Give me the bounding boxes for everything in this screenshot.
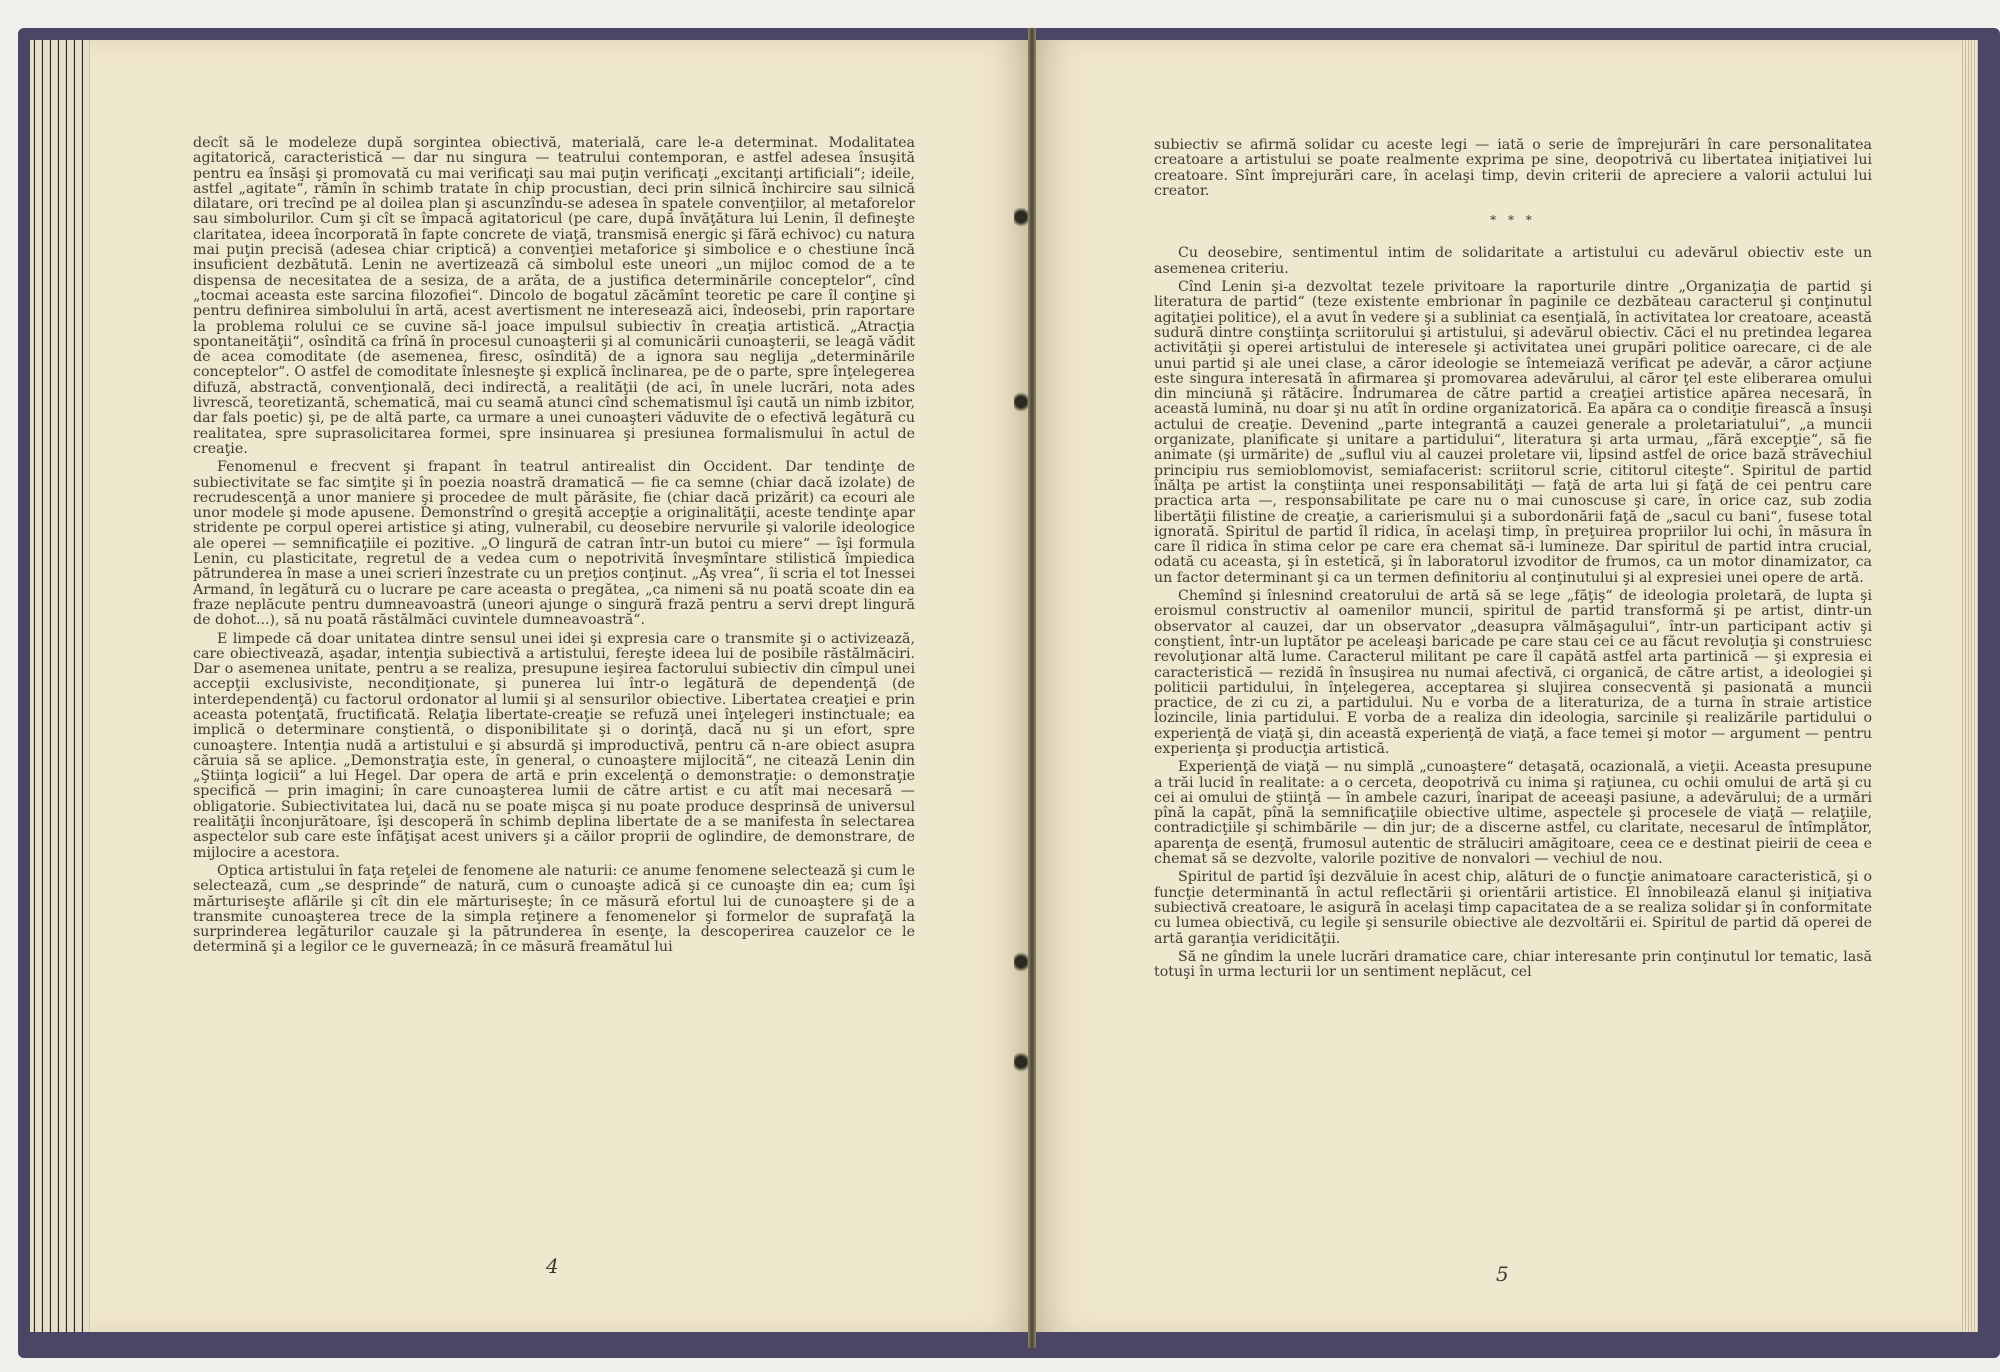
paragraph: Chemînd şi înlesnind creatorului de artă să se lege „făţiş“ de ideologia proletară, de lupta şi eroismul constructiv al oamenilor muncii, spiritul de partid transformă şi pe artist, dintr-un observator al cauzei, dar un observator „deasupra vălmăşagului“, într-un participant activ şi conştient, într-un luptător pe aceleaşi baricade pe care stau cei ce au făcut revoluţia şi construiesc revoluţionar altă lume. Caracterul militant pe care îl capătă astfel arta partinică — şi expresia ei caracteristică — rezidă în însuşirea nu numai afectivă, ci organică, de către artist, a ideologiei şi politicii partidului, în înţelegerea, acceptarea şi slujirea consecventă şi pasionată a muncii practice, de zi cu zi, a partidului. Nu e vorba de a literaturiza, de a turna în straie artistice lozincile, linia partidului. E vorba de a realiza din ideologia, sarcinile şi realizările partidului o experienţă de viaţă şi, din această experienţă de viaţă, a face temei şi motor — argument — pentru experienţa şi producţia artistică. <box>1154 588 1872 757</box>
right-page-opening <box>1154 138 1872 199</box>
paragraph: subiectiv se afirmă solidar cu aceste legi — iată o serie de împrejurări în care personalitatea creatoare a artistului se poate realmente exprima pe sine, deopotrivă cu libertatea iniţiativei lui creatoare. Sînt împrejurări care, în acelaşi timp, devin criterii de apreciere a valorii actului lui creator. <box>1154 137 1872 199</box>
paragraph: E limpede că doar unitatea dintre sensul unei idei şi expresia care o transmite şi o activizează, care obiectivează, aşadar, intenţia subiectivă a artistului, fereşte ideea lui de posibile răstălmăciri. Dar o asemenea unitate, pentru a se realiza, presupune ieşirea factorului subiectiv din cîmpul unei accepţii exclusiviste, necondiţionate, şi punerea lui într-o legătură de dependenţă (de interdependenţă) cu factorul ordonator al lumii şi al sensurilor obiective. Libertatea creaţiei e prin aceasta potenţată, fructificată. Relaţia libertate-creaţie se refuză unei înţelegeri instinctuale; ea implică o determinare conştientă, o disponibilitate şi o dorinţă, dacă nu şi un efort, spre cunoaştere. Intenţia nudă a artistului e şi absurdă şi improductivă, pentru că n-are obiect asupra căruia să se aplice. „Demonstraţia este, în general, o cunoaştere mijlocită“, ne citează Lenin din „Ştiinţa logicii“ a lui Hegel. Dar opera de artă e prin excelenţă o demonstraţie: o demonstraţie specifică — prin imagini; în care cunoaşterea lumii de către artist e cu atît mai necesară — obligatorie. Subiectivitatea lui, dacă nu se poate mişca şi nu poate produce desprinsă de universul realităţii înconjurătoare, îşi descoperă în schimb deplina libertate de a se manifesta în selectarea aspectelor sub care este înfăţişat acest univers şi a căilor proprii de oglindire, de demonstrare, de mijlocire a acestora. <box>193 630 915 861</box>
binding-stitch <box>1014 1050 1028 1074</box>
binding-stitch <box>1014 390 1028 414</box>
paragraph: Experienţă de viaţă — nu simplă „cunoaştere“ detaşată, ocazională, a vieţii. Aceasta presupune a trăi lucid în realitate: a o cerceta, deopotrivă cu inima şi raţiunea, cu ochii omului de artă şi cu cei ai omului de ştiinţă — în ambele cazuri, înaripat de aceeaşi pasiune, a adevărului; de a urmări pînă la capăt, pînă la semnificaţiile obiective ultime, aspectele şi procesele de viaţă — relaţiile, contradicţiile şi schimbările — din jur; de a discerne astfel, cu claritate, necesarul de întîmplător, aparenţa de esenţă, frumosul autentic de străluciri amăgitoare, ceea ce e destinat pieirii de ceea e chemat să se dezvolte, valorile pozitive de nonvalori — vechiul de nou. <box>1154 759 1872 868</box>
right-page-body <box>1154 246 1872 980</box>
paragraph: Spiritul de partid îşi dezvăluie în acest chip, alături de o funcţie animatoare caracteristică, şi o funcţie determinantă în actul reflectării şi orientării artistice. El înnobilează elanul şi iniţiativa subiectivă creatoare, le asigură în acelaşi timp capacitatea de a se realiza solidar şi în conformitate cu lumea obiectivă, cu legile şi sensurile obiective ale dezvoltării ei. Spiritul de partid dă operei de artă garanţia veridicităţii. <box>1154 869 1873 947</box>
paragraph: Cînd Lenin şi-a dezvoltat tezele privitoare la raporturile dintre „Organizaţia de partid şi literatura de partid“ (teze existente embrionar în paginile ce dezbăteau caracterul şi conţinutul agitaţiei politice), el a avut în vedere şi a subliniat ca esenţială, în activitatea lor creatoare, această sudură dintre conştiinţa scriitorului şi artistului, şi adevărul obiectiv. Căci el nu pretindea legarea activităţii şi operei artistului de interesele şi activitatea unei grupări politice oarecare, ci de ale unui partid şi ale unei clase, a căror ideologie se întemeiază verificat pe adevăr, a căror acţiune este singura interesată în afirmarea şi promovarea adevărului, al căror ţel este eliberarea omului din minciună şi rătăcire. Îndrumarea de către partid a creaţiei artistice apărea necesară, în această lumină, nu doar şi nu atît în ordine organizatorică. Ea apăra ca o condiţie firească a însuşi actului de creaţie. Devenind „parte integrantă a cauzei generale a proletariatului“, „a muncii organizate, planificate şi unitare a partidului“, literatura şi arta urmau, „fără excepţie“, să fie animate (şi urmărite) de „suflul viu al cauzei proletare vii, lipsind astfel de orice bază străvechiul principiu rus semioblomovist, semiafacerist: scriitorul scrie, cititorul citeşte“. Spiritul de partid înălţa pe artist la conştiinţa unei responsabilităţi — faţă de arta lui şi faţă de cei pentru care practica arta —, responsabilitate pe care nu o mai cunoscuse şi care, în orice caz, sub zodia libertăţii filistine de creaţie, a carierismului şi a subordonării faţă de „sacul cu bani“, fusese total ignorată. Spiritul de partid îl ridica, în acelaşi timp, în preţuirea propriilor lui ochi, în măsura în care îl ridica în stima celor pe care era chemat să-i lumineze. Dar spiritul de partid intra crucial, odată cu aceasta, şi în estetică, şi în laboratorul izvoditor de frumos, ca un motor dinamizator, ca un factor determinant şi ca un termen definitoriu al conţinutului şi al expresiei unei opere de artă. <box>1154 279 1872 586</box>
right-page <box>1032 40 1962 1332</box>
binding-stitch <box>1014 205 1028 229</box>
paragraph: Cu deosebire, sentimentul intim de solidaritate a artistului cu adevărul obiectiv este un asemenea criteriu. <box>1154 245 1872 277</box>
binding-stitch <box>1014 950 1028 974</box>
page-edges-right <box>1960 40 1978 1332</box>
paragraph: decît să le modeleze după sorgintea obiectivă, materială, care le-a determinat. Modalitatea agitatorică, caracteristică — dar nu singura — teatrului contemporan, e astfel adesea însuşită pentru ea însăşi şi promovată cu mai verificaţi sau mai puţin verificaţi „excitanţi artificiali“; ideile, astfel „agitate“, rămîn în schimb tratate în chip procustian, deci prin silnică închircire sau silnică dilatare, ori trecînd pe al doilea plan şi ascunzîndu-se adesea în spatele convenţiilor, al metaforelor sau simbolurilor. Cum şi cît se împacă agitatoricul (pe care, după învăţătura lui Lenin, îl defineşte claritatea, ideea încorporată în fapte concrete de viaţă, transmisă energic şi fără echivoc) cu natura mai puţin precisă (adesea chiar criptică) a convenţiei metaforice şi simbolice e o chestiune încă insuficient dezbătută. Lenin ne avertizează că simbolul este uneori „un mijloc comod de a te dispensa de necesitatea de a sesiza, de a arăta, de a justifica determinările conceptelor“, cînd „tocmai aceasta este sarcina filozofiei“. Dincolo de bogatul zăcămînt teoretic pe care îl conţine şi pentru definirea simbolului în artă, acest avertisment ne interesează aici, îndeosebi, prin raportare la problema rolului ce se cuvine să-l joace impulsul subiectiv în creaţia artistică. „Atracţia spontaneităţii“, osîndită ca frînă în procesul cunoaşterii şi al comunicării cunoaşterii, se leagă vădit de acea comoditate (de asemenea, firesc, osîndită) de a ignora sau neglija „determinările conceptelor“. O astfel de comoditate înlesneşte şi explică înclinarea, pe de o parte, spre înţelegerea difuză, abstractă, convenţională, deci indirectă, a realităţii (de aci, în unele lucrări, nota ades livrescă, teoretizantă, schematică, mai cu seamă atunci cînd schematismul îşi caută un nimb izbitor, dar fals poetic) şi, pe de altă parte, ca urmare a unei cunoaşteri văduvite de o efectivă legătură cu realitatea, spre suprasolicitarea formei, spre insinuarea şi presiunea formalismului în actul de creaţie. <box>193 135 915 457</box>
book-spine <box>1028 28 1036 1348</box>
right-page-text <box>1154 138 1872 983</box>
left-page-text <box>193 136 915 959</box>
paragraph: Să ne gîndim la unele lucrări dramatice care, chiar interesante prin conţinutul lor tematic, lasă totuşi în urma lecturii lor un sentiment neplăcut, cel <box>1154 948 1872 981</box>
paragraph: Fenomenul e frecvent şi frapant în teatrul antirealist din Occident. Dar tendinţe de subiectivitate se fac simţite şi în poezia noastră dramatică — fie ca semne (chiar dacă izolate) de recrudescenţă a unor maniere şi procedee de mult părăsite, fie (chiar dacă prizărit) ca ecouri ale unor modele şi mode apusene. Demonstrînd o greşită accepţie a originalităţii, aceste tendinţe apar stridente pe corpul operei artistice şi ating, vulnerabil, cu deosebire nervurile şi valorile ideologice ale operei — semnificaţiile ei pozitive. „O lingură de catran într-un butoi cu miere“ — îşi formula Lenin, cu plasticitate, regretul de a vedea cum o nepotrivită înveşmîntare stilistică împiedica pătrunderea în mase a unei scrieri înzestrate cu un preţios conţinut. „Aş vrea“, îi scria el tot Inessei Armand, în legătură cu o lucrare pe care aceasta o pregătea, „ca nimeni să nu poată scoate din ea fraze neplăcute pentru dumneavoastră (uneori ajunge o singură frază pentru a servi drept lingură de dohot...), să nu poată răstălmăci cuvintele dumneavoastră“. <box>193 459 915 629</box>
paragraph: Optica artistului în faţa reţelei de fenomene ale naturii: ce anume fenomene selectează şi cum le selectează, cum „se desprinde“ de natură, cum o cunoaşte adică şi ce cunoaşte din ea; cum îşi mărturiseşte aflările şi cît din ele mărturiseşte; în ce măsură efortul lui de cunoaştere şi de a transmite cunoaşterea trece de la simpla reţinere a fenomenelor şi formelor de suprafaţă la surprinderea legăturilor cauzale şi la pătrunderea în esenţe, la descoperirea cauzelor ce le determină şi a legilor ce le guvernează; în ce măsură freamătul lui <box>193 862 915 956</box>
section-separator: * * * <box>1490 213 1536 228</box>
right-page-number: 5 <box>1496 1262 1509 1286</box>
left-page <box>90 40 1032 1332</box>
left-page-number: 4 <box>546 1254 559 1278</box>
